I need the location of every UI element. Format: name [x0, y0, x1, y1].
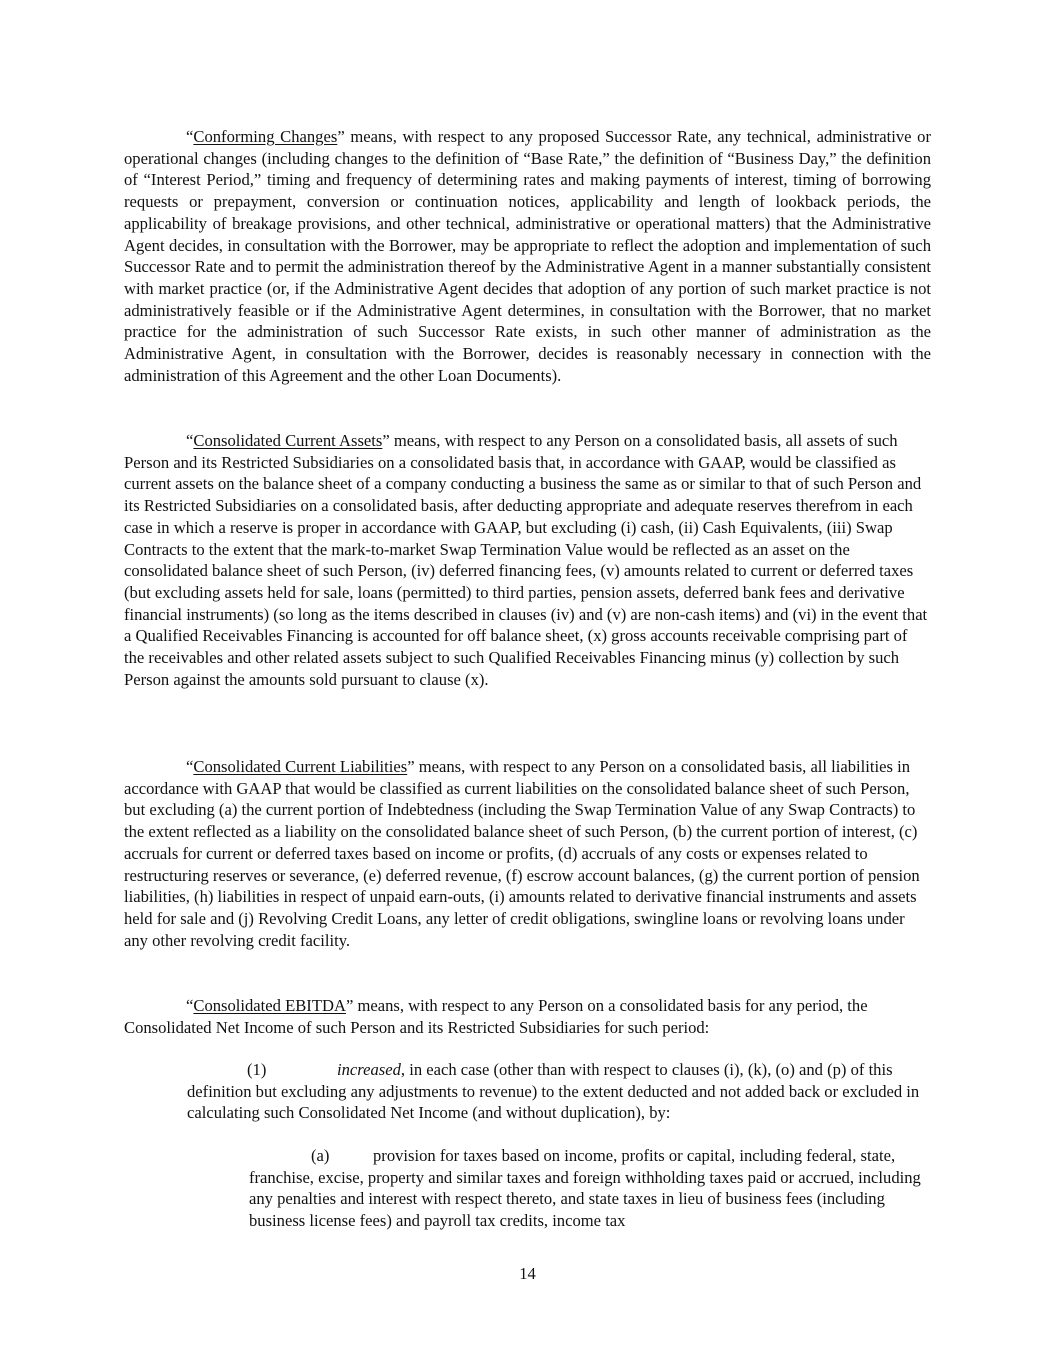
definition-body: ” means, with respect to any Person on a consolidated basis for any period, the Consolidated Net Income of such Person and its Restricted Subsidiaries for such period:	[124, 996, 868, 1037]
clause-body: provision for taxes based on income, profits or capital, including federal, state, franchise, excise, property and similar taxes and foreign withholding taxes paid or accrued, including any penalties and interest with respect thereto, and state taxes in lieu of business fees (including business license fees) and payroll tax credits, income tax	[249, 1146, 921, 1231]
open-quote: “	[186, 996, 194, 1015]
definition-body: ” means, with respect to any Person on a consolidated basis, all assets of such Person and its Restricted Subsidiaries on a consolidated basis that, in accordance with GAAP, would be classified as current assets on the balance sheet of a company conducting a business the same as or similar to that of such Person and its Restricted Subsidiaries on a consolidated basis, after deducting appropriate and adequate reserves therefrom in each case in which a reserve is proper in accordance with GAAP, but excluding (i) cash, (ii) Cash Equivalents, (iii) Swap Contracts to the extent that the mark-to-market Swap Termination Value would be reflected as an asset on the consolidated balance sheet of such Person, (iv) deferred financing fees, (v) amounts related to current or deferred taxes (but excluding assets held for sale, loans (permitted) to third parties, pension assets, deferred bank fees and derivative financial instruments) (so long as the items described in clauses (iv) and (v) are non-cash items) and (vi) in the event that a Qualified Receivables Financing is accounted for off balance sheet, (x) gross accounts receivable comprising part of the receivables and other related assets subject to such Qualified Receivables Financing minus (y) collection by such Person against the amounts sold pursuant to clause (x).	[124, 431, 928, 689]
clause-label: (1)	[247, 1060, 267, 1079]
clause-lead-term: increased	[337, 1060, 401, 1079]
clause-body: , in each case (other than with respect to clauses (i), (k), (o) and (p) of this definition but excluding any adjustments to revenue) to the extent deducted and not added back or excluded in calculating such Consolidated Net Income (and without duplication), by:	[187, 1060, 920, 1123]
page-number: 14	[519, 1264, 536, 1283]
open-quote: “	[186, 431, 194, 450]
definition-body: ” means, with respect to any proposed Successor Rate, any technical, administrative or operational changes (including changes to the definition of “Base Rate,” the definition of “Business Day,” the definition of “Interest Period,” timing and frequency of determining rates and making payments of interest, timing of borrowing requests or prepayment, conversion or continuation notices, applicability and length of lookback periods, the applicability of breakage provisions, and other technical, administrative or operational matters) that the Administrative Agent decides, in consultation with the Borrower, may be appropriate to reflect the adoption and implementation of such Successor Rate and to permit the administration thereof by the Administrative Agent in a manner substantially consistent with market practice (or, if the Administrative Agent decides that adoption of any portion of such market practice is not administratively feasible or if the Administrative Agent determines, in consultation with the Borrower, that no market practice for the administration of such Successor Rate exists, in such other manner of administration as the Administrative Agent, in consultation with the Borrower, decides is reasonably necessary in connection with the administration of this Agreement and the other Loan Documents).	[124, 127, 932, 385]
definition-body: ” means, with respect to any Person on a consolidated basis, all liabilities in accordance with GAAP that would be classified as current liabilities on the consolidated balance sheet of such Person, but excluding (a) the current portion of Indebtedness (including the Swap Termination Value of any Swap Contracts) to the extent reflected as a liability on the consolidated balance sheet of such Person, (b) the current portion of interest, (c) accruals for current or deferred taxes based on income or profits, (d) accruals of any costs or expenses related to restructuring reserves or severance, (e) deferred revenue, (f) escrow account balances, (g) the current portion of pension liabilities, (h) liabilities in respect of unpaid earn-outs, (i) amounts related to derivative financial instruments and assets held for sale and (j) Revolving Credit Loans, any letter of credit obligations, swingline loans or revolving loans under any other revolving credit facility.	[124, 757, 920, 950]
clause-a	[249, 1145, 931, 1232]
definition-conforming-changes	[124, 126, 931, 386]
open-quote: “	[186, 757, 194, 776]
clause-1	[187, 1059, 931, 1124]
definition-consolidated-ebitda	[124, 995, 931, 1038]
definition-consolidated-current-liabilities	[124, 756, 931, 951]
defined-term: Consolidated Current Assets	[193, 431, 383, 450]
defined-term: Conforming Changes	[193, 127, 338, 146]
open-quote: “	[186, 127, 194, 146]
defined-term: Consolidated Current Liabilities	[193, 757, 408, 776]
defined-term: Consolidated EBITDA	[193, 996, 346, 1015]
definition-consolidated-current-assets	[124, 430, 931, 690]
clause-label: (a)	[311, 1146, 330, 1165]
